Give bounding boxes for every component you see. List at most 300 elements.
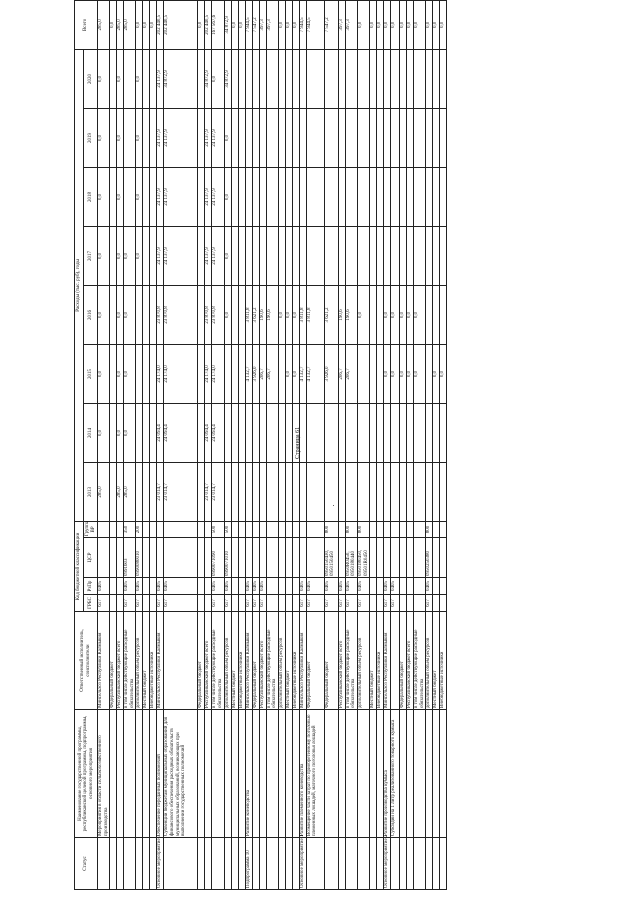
row-status (292, 838, 299, 890)
row-vr (117, 521, 124, 537)
row-total: 167 567,6 (212, 0, 224, 49)
row-year-value (238, 226, 245, 285)
row-status (407, 838, 414, 890)
row-name (136, 710, 143, 838)
row-year-value (198, 167, 205, 226)
row-csr (370, 538, 377, 578)
row-total: 285,0 (117, 0, 124, 49)
row-year-value (414, 226, 426, 285)
row-name (150, 710, 157, 838)
row-year-value (377, 108, 384, 167)
row-csr (306, 538, 324, 578)
row-grbs: 617 (252, 595, 259, 612)
row-year-value (224, 403, 231, 462)
row-name (370, 710, 377, 838)
row-vr: 350 (124, 521, 136, 537)
header-year: 2017 (84, 226, 98, 285)
row-year-value (110, 462, 117, 521)
row-year-value: 24 137,9 (157, 49, 164, 108)
row-year-value: 0,0 (407, 344, 414, 403)
row-grbs (440, 595, 447, 612)
row-status (278, 838, 285, 890)
row-year-value (345, 403, 357, 462)
row-year-value (245, 167, 252, 226)
row-total: 0,0 (433, 0, 440, 49)
row-year-value (433, 285, 440, 344)
row-year-value (384, 108, 391, 167)
row-name (292, 710, 299, 838)
row-total: 0,0 (110, 0, 117, 49)
row-csr (117, 538, 124, 578)
row-rzpr: 0405 (98, 578, 110, 595)
row-year-value (136, 462, 143, 521)
row-year-value (266, 462, 278, 521)
row-csr: 0991603 (124, 538, 136, 578)
row-executor: Минсельхоз Республики Калмыкия (98, 612, 110, 710)
table-row (324, 0, 338, 889)
header-year: 2019 (84, 108, 98, 167)
row-rzpr (407, 578, 414, 595)
row-year-value (357, 403, 369, 462)
row-status (440, 838, 447, 890)
row-csr (384, 538, 391, 578)
row-year-value (400, 49, 407, 108)
row-year-value (400, 403, 407, 462)
row-year-value (324, 403, 338, 462)
row-rzpr (433, 578, 440, 595)
row-year-value (231, 226, 238, 285)
row-year-value (377, 167, 384, 226)
row-year-value (245, 226, 252, 285)
row-grbs: 617 (224, 595, 231, 612)
row-total: 7 547,2 (252, 0, 259, 49)
row-grbs: 617 (259, 595, 266, 612)
row-year-value: 0,0 (117, 285, 124, 344)
row-executor: Внебюджетные источники (440, 612, 447, 710)
row-year-value (299, 49, 306, 108)
row-year-value: 0,0 (278, 285, 285, 344)
row-year-value (338, 462, 345, 521)
row-year-value (306, 49, 324, 108)
row-year-value (110, 226, 117, 285)
row-vr (245, 521, 252, 537)
row-rzpr: 0405 (136, 578, 143, 595)
row-name (426, 710, 433, 838)
row-year-value (266, 226, 278, 285)
row-vr (338, 521, 345, 537)
row-year-value: 0,0 (407, 285, 414, 344)
row-year-value (324, 226, 338, 285)
row-year-value (414, 167, 426, 226)
row-total: 0,0 (391, 0, 400, 49)
row-year-value (238, 49, 245, 108)
row-csr (292, 538, 299, 578)
row-executor: в том числе действующие расходные обязательства (266, 612, 278, 710)
row-vr: 800 (345, 521, 357, 537)
row-status (391, 838, 400, 890)
row-year-value (377, 462, 384, 521)
table-row (238, 0, 245, 889)
row-name (252, 710, 259, 838)
row-year-value (231, 167, 238, 226)
row-year-value: 24 094,4 (157, 403, 164, 462)
row-total: 7 547,2 (324, 0, 338, 49)
table-row (278, 0, 285, 889)
row-year-value (440, 49, 447, 108)
row-year-value: 0,0 (224, 285, 231, 344)
row-year-value (391, 167, 400, 226)
row-total: 397,3 (266, 0, 278, 49)
row-year-value (338, 49, 345, 108)
row-grbs: 617 (306, 595, 324, 612)
row-csr (391, 538, 400, 578)
row-year-value: 0,0 (124, 226, 136, 285)
header-grbs: ГРБС (84, 595, 98, 612)
row-year-value (238, 167, 245, 226)
row-year-value: 24 137,9 (157, 167, 164, 226)
row-year-value: 206,7 (345, 344, 357, 403)
row-year-value (345, 108, 357, 167)
header-year: 2018 (84, 167, 98, 226)
row-vr (292, 521, 299, 537)
row-year-value (150, 462, 157, 521)
row-year-value (259, 226, 266, 285)
row-year-value (252, 403, 259, 462)
row-vr (433, 521, 440, 537)
row-rzpr (377, 578, 384, 595)
row-name (231, 710, 238, 838)
row-year-value: 0,0 (224, 167, 231, 226)
row-year-value (306, 167, 324, 226)
row-year-value: 3 811,8 (245, 285, 252, 344)
row-year-value (357, 49, 369, 108)
row-year-value: 0,0 (98, 285, 110, 344)
row-name (205, 710, 212, 838)
header-executors: Ответственный исполнитель, соисполнители (75, 612, 98, 710)
row-year-value (345, 167, 357, 226)
row-year-value (414, 49, 426, 108)
row-csr (252, 538, 259, 578)
row-year-value (357, 462, 369, 521)
row-year-value: 24 137,9 (157, 108, 164, 167)
row-rzpr (292, 578, 299, 595)
header-total: Всего (75, 0, 98, 49)
row-year-value (299, 462, 306, 521)
row-year-value (150, 403, 157, 462)
row-year-value: 0,0 (224, 226, 231, 285)
table-row (205, 0, 212, 889)
table-row (212, 0, 224, 889)
row-status (150, 838, 157, 890)
row-year-value (384, 226, 391, 285)
row-grbs (370, 595, 377, 612)
row-rzpr: 0405 (426, 578, 433, 595)
row-rzpr: 0405 (164, 578, 198, 595)
row-year-value (338, 167, 345, 226)
row-vr (259, 521, 266, 537)
row-year-value (231, 462, 238, 521)
row-year-value (150, 49, 157, 108)
row-year-value: 285,0 (124, 462, 136, 521)
row-year-value (324, 49, 338, 108)
row-year-value (377, 285, 384, 344)
row-grbs (238, 595, 245, 612)
row-rzpr: 0405 (324, 578, 338, 595)
row-vr (157, 521, 164, 537)
row-name (440, 710, 447, 838)
header-year: 2015 (84, 344, 98, 403)
row-executor: дополнительный объем ресурсов (278, 612, 285, 710)
row-year-value (198, 49, 205, 108)
row-grbs: 617 (299, 595, 306, 612)
row-year-value: 285,0 (117, 462, 124, 521)
row-year-value (345, 462, 357, 521)
row-year-value (198, 285, 205, 344)
scan-speck (333, 505, 334, 506)
row-total: 202 440,5 (164, 0, 198, 49)
row-csr (238, 538, 245, 578)
row-year-value (285, 462, 292, 521)
table-row (98, 0, 110, 889)
header-year: 2016 (84, 285, 98, 344)
row-rzpr: 0405 (224, 578, 231, 595)
row-year-value (252, 462, 259, 521)
row-rzpr (278, 578, 285, 595)
row-year-value (299, 167, 306, 226)
row-vr (205, 521, 212, 537)
row-vr (98, 521, 110, 537)
row-year-value (414, 403, 426, 462)
table-row (357, 0, 369, 889)
row-year-value: 0,0 (292, 285, 299, 344)
row-executor: в том числе действующие расходные обязательства (345, 612, 357, 710)
row-year-value (357, 167, 369, 226)
row-year-value (433, 226, 440, 285)
row-rzpr (440, 578, 447, 595)
row-year-value (391, 108, 400, 167)
row-total: 7 944,5 (306, 0, 324, 49)
row-total: 0,0 (407, 0, 414, 49)
row-year-value (391, 49, 400, 108)
row-year-value: 0,0 (391, 285, 400, 344)
row-name (224, 710, 231, 838)
row-year-value: 24 137,9 (205, 226, 212, 285)
table-row (164, 0, 198, 889)
row-executor: Местный бюджет (143, 612, 150, 710)
header-code-group: Код бюджетной классификации (75, 521, 84, 611)
row-year-value: 24 174,0 (157, 344, 164, 403)
row-csr (440, 538, 447, 578)
row-year-value (433, 462, 440, 521)
row-year-value: 206,7 (266, 344, 278, 403)
row-vr (198, 521, 205, 537)
row-rzpr: 0405 (259, 578, 266, 595)
row-name (198, 710, 205, 838)
row-year-value: 24 137,9 (164, 167, 198, 226)
row-name (324, 710, 338, 838)
row-year-value (150, 167, 157, 226)
table-row (414, 0, 426, 889)
row-total: 285,0 (98, 0, 110, 49)
row-year-value (198, 462, 205, 521)
row-rzpr (414, 578, 426, 595)
row-year-value (299, 226, 306, 285)
row-year-value (285, 226, 292, 285)
row-grbs (400, 595, 407, 612)
row-grbs (285, 595, 292, 612)
row-executor: Республиканский бюджет всего (407, 612, 414, 710)
row-year-value (440, 108, 447, 167)
row-name: Развитие племенного коневодства (299, 710, 306, 838)
header-expenses: Расходы (тыс. руб), годы (75, 49, 84, 521)
row-year-value: 0,0 (117, 49, 124, 108)
row-year-value: 0,0 (117, 167, 124, 226)
row-status: Подпрограмма 10 (245, 838, 252, 890)
table-row (426, 0, 433, 889)
row-year-value (292, 108, 299, 167)
row-year-value (278, 226, 285, 285)
table-row (110, 0, 117, 889)
row-year-value: 24 137,9 (164, 226, 198, 285)
row-executor: Федеральный бюджет (252, 612, 259, 710)
row-grbs (110, 595, 117, 612)
row-year-value (231, 108, 238, 167)
row-vr (285, 521, 292, 537)
row-executor: дополнительный объем ресурсов (357, 612, 369, 710)
row-year-value: 24 137,9 (212, 226, 224, 285)
row-year-value: 23 870,8 (164, 285, 198, 344)
row-csr (231, 538, 238, 578)
row-executor: Республиканский бюджет всего (338, 612, 345, 710)
row-year-value (426, 344, 433, 403)
row-csr (338, 538, 345, 578)
row-year-value (433, 167, 440, 226)
row-year-value (400, 108, 407, 167)
row-year-value: 0,0 (224, 108, 231, 167)
row-year-value: 34 872,9 (205, 49, 212, 108)
table-row (143, 0, 150, 889)
row-year-value (245, 462, 252, 521)
row-grbs (414, 595, 426, 612)
table-row (377, 0, 384, 889)
row-year-value: 24 137,9 (212, 167, 224, 226)
table-row (407, 0, 414, 889)
row-year-value (407, 462, 414, 521)
row-year-value: 0,0 (117, 226, 124, 285)
row-total: 397,3 (259, 0, 266, 49)
row-year-value: 24 174,0 (212, 344, 224, 403)
row-year-value: 24 094,4 (212, 403, 224, 462)
row-year-value (143, 226, 150, 285)
row-vr: 800 (324, 521, 338, 537)
row-vr (299, 521, 306, 537)
row-year-value: 23 870,8 (205, 285, 212, 344)
row-year-value (426, 49, 433, 108)
row-year-value (245, 49, 252, 108)
row-year-value (278, 344, 285, 403)
row-total: 202 440,5 (205, 0, 212, 49)
row-year-value (238, 108, 245, 167)
row-total: 0,0 (440, 0, 447, 49)
row-year-value: 3 811,8 (299, 285, 306, 344)
row-grbs: 617 (136, 595, 143, 612)
header-csr: ЦСР (84, 538, 98, 578)
row-year-value (440, 403, 447, 462)
row-rzpr (400, 578, 407, 595)
page-number: Страница 61 (295, 426, 302, 460)
row-year-value (110, 108, 117, 167)
row-year-value: 23 014,7 (212, 462, 224, 521)
row-total: 0,0 (285, 0, 292, 49)
row-year-value: 3 811,8 (306, 285, 324, 344)
row-total: 7 944,5 (245, 0, 252, 49)
row-name: Развитие производства кумыса (384, 710, 391, 838)
row-rzpr (231, 578, 238, 595)
row-year-value: 0,0 (285, 285, 292, 344)
row-year-value (370, 167, 377, 226)
row-rzpr (117, 578, 124, 595)
row-year-value: 24 094,4 (164, 403, 198, 462)
row-year-value (306, 226, 324, 285)
row-name (433, 710, 440, 838)
row-year-value (285, 49, 292, 108)
row-year-value (292, 49, 299, 108)
row-year-value: 24 137,9 (157, 226, 164, 285)
row-year-value (370, 403, 377, 462)
table-row (266, 0, 278, 889)
row-year-value: 0,0 (124, 344, 136, 403)
row-year-value (124, 49, 136, 108)
row-executor: Внебюджетные источники (292, 612, 299, 710)
row-year-value (266, 49, 278, 108)
row-grbs: 617 (357, 595, 369, 612)
row-status (205, 838, 212, 890)
row-year-value: 206,7 (338, 344, 345, 403)
table-row (136, 0, 143, 889)
row-csr (278, 538, 285, 578)
row-name (345, 710, 357, 838)
row-grbs (231, 595, 238, 612)
row-year-value (440, 226, 447, 285)
row-vr (440, 521, 447, 537)
row-status (110, 838, 117, 890)
row-year-value (198, 344, 205, 403)
row-year-value (407, 403, 414, 462)
row-year-value (338, 226, 345, 285)
row-year-value: 0,0 (400, 285, 407, 344)
row-year-value (238, 285, 245, 344)
row-vr (278, 521, 285, 537)
row-total: 0,0 (377, 0, 384, 49)
row-grbs: 617 (98, 595, 110, 612)
row-year-value (278, 167, 285, 226)
row-vr (384, 521, 391, 537)
row-year-value (299, 108, 306, 167)
row-rzpr (266, 578, 278, 595)
row-executor: Местный бюджет (433, 612, 440, 710)
row-year-value (377, 344, 384, 403)
row-year-value (231, 403, 238, 462)
row-status (345, 838, 357, 890)
row-year-value: 0,0 (98, 344, 110, 403)
row-year-value (414, 462, 426, 521)
row-csr (98, 538, 110, 578)
row-vr (414, 521, 426, 537)
row-year-value (426, 462, 433, 521)
row-executor: дополнительный объем ресурсов (224, 612, 231, 710)
row-year-value: 0,0 (414, 344, 426, 403)
row-year-value (433, 108, 440, 167)
